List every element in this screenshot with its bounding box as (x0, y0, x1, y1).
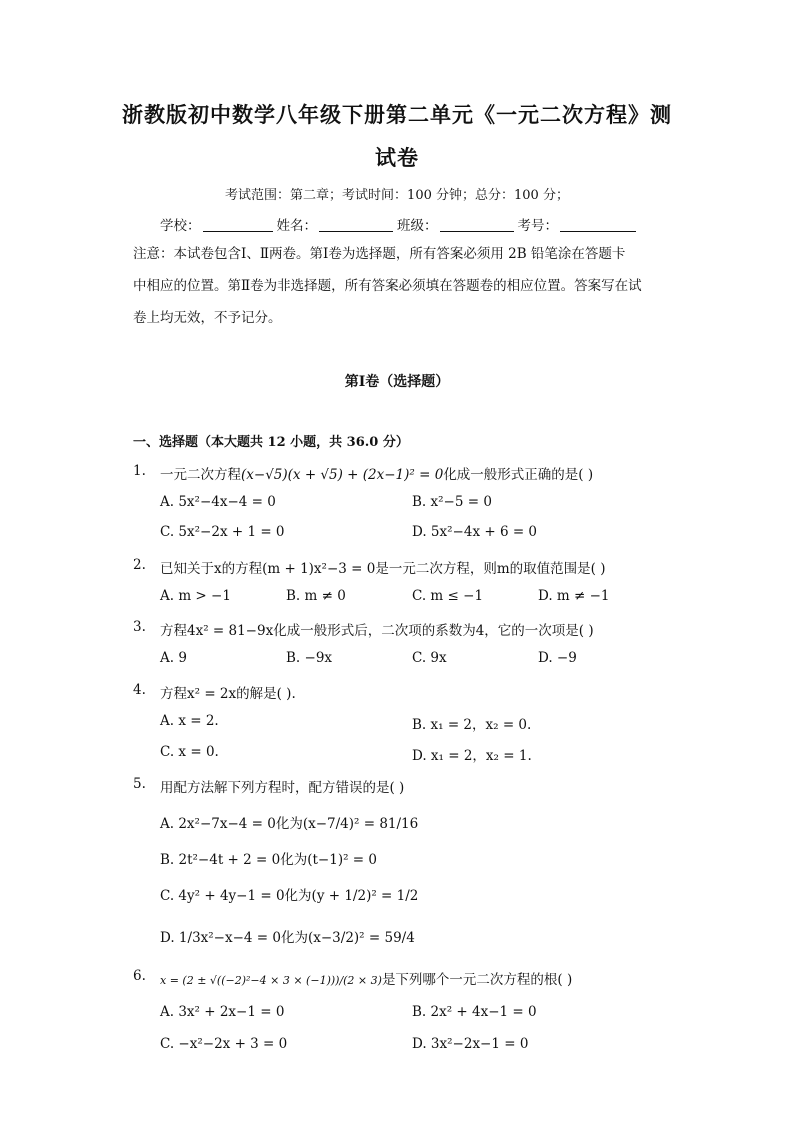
exam-title-line2: 试卷 (375, 145, 419, 170)
notice-line: 卷上均无效，不予记分。 (133, 310, 282, 326)
option-d[interactable]: D. 1/3x²−x−4 = 0化为(x−3/2)² = 59/4 (160, 930, 415, 946)
name-label: 姓名： (276, 218, 317, 234)
part-heading: 一、选择题（本大题共 12 小题，共 36.0 分） (133, 435, 409, 450)
question-number: 2. (133, 557, 146, 573)
number-blank[interactable] (560, 218, 636, 232)
question-number: 6. (133, 968, 146, 984)
stem-expression: (x−√5)(x + √5) + (2x−1)² = 0 (241, 467, 444, 483)
option-b[interactable]: B. 2t²−4t + 2 = 0化为(t−1)² = 0 (160, 852, 377, 868)
question-stem: 已知关于x的方程(m + 1)x²−3 = 0是一元二次方程，则m的取值范围是( ) (160, 561, 606, 577)
option-b[interactable]: B. 2x² + 4x−1 = 0 (412, 1004, 537, 1020)
stem-expression: x = (2 ± √((−2)²−4 × 3 × (−1)))/(2 × 3) (160, 974, 382, 987)
option-a[interactable]: A. 5x²−4x−4 = 0 (160, 494, 276, 510)
exam-info: 考试范围：第二章；考试时间：100 分钟；总分：100 分； (225, 188, 569, 203)
question-stem (160, 463, 640, 483)
option-d[interactable]: D. m ≠ −1 (538, 588, 610, 604)
student-fields (160, 214, 640, 234)
section-title: 第Ⅰ卷（选择题） (344, 374, 450, 390)
option-d[interactable]: D. x₁ = 2，x₂ = 1. (412, 748, 532, 764)
school-label: 学校： (160, 218, 201, 234)
option-a[interactable]: A. 3x² + 2x−1 = 0 (160, 1004, 285, 1020)
notice (133, 238, 663, 334)
option-c[interactable]: C. 9x (412, 650, 447, 666)
question-stem: 用配方法解下列方程时，配方错误的是( ) (160, 780, 405, 796)
exam-title-line1: 浙教版初中数学八年级下册第二单元《一元二次方程》测 (122, 102, 672, 127)
stem-text: 一元二次方程 (160, 467, 241, 483)
school-blank[interactable] (203, 218, 273, 232)
option-d[interactable]: D. −9 (538, 650, 577, 666)
name-blank[interactable] (319, 218, 393, 232)
option-b[interactable]: B. −9x (286, 650, 333, 666)
option-d[interactable]: D. 5x²−4x + 6 = 0 (412, 524, 538, 540)
option-b[interactable]: B. m ≠ 0 (286, 588, 346, 604)
option-d[interactable]: D. 3x²−2x−1 = 0 (412, 1036, 529, 1052)
question-number: 1. (133, 463, 146, 479)
option-a[interactable]: A. 9 (160, 650, 187, 666)
question-stem: 方程4x² = 81−9x化成一般形式后，二次项的系数为4，它的一次项是( ) (160, 623, 594, 639)
class-label: 班级： (397, 218, 438, 234)
option-c[interactable]: C. 4y² + 4y−1 = 0化为(y + 1/2)² = 1/2 (160, 888, 419, 904)
option-a[interactable]: A. x = 2. (160, 713, 219, 729)
notice-line: 中相应的位置。第Ⅱ卷为非选择题，所有答案必须填在答题卷的相应位置。答案写在试 (133, 278, 642, 294)
option-a[interactable]: A. m > −1 (160, 588, 231, 604)
option-c[interactable]: C. x = 0. (160, 744, 219, 760)
class-blank[interactable] (440, 218, 514, 232)
question-stem: 方程x² = 2x的解是( ). (160, 686, 296, 702)
question-number: 3. (133, 619, 146, 635)
question-stem (160, 968, 572, 988)
question-number: 4. (133, 682, 146, 698)
stem-text: 是下列哪个一元二次方程的根( ) (381, 972, 573, 988)
notice-line: 注意：本试卷包含Ⅰ、Ⅱ两卷。第Ⅰ卷为选择题，所有答案必须用 2B 铅笔涂在答题卡 (133, 246, 626, 262)
option-c[interactable]: C. −x²−2x + 3 = 0 (160, 1036, 288, 1052)
option-b[interactable]: B. x²−5 = 0 (412, 494, 492, 510)
stem-text: 化成一般形式正确的是( ) (443, 467, 594, 483)
number-label: 考号： (517, 218, 558, 234)
option-b[interactable]: B. x₁ = 2，x₂ = 0. (412, 717, 532, 733)
option-c[interactable]: C. m ≤ −1 (412, 588, 484, 604)
option-c[interactable]: C. 5x²−2x + 1 = 0 (160, 524, 285, 540)
question-number: 5. (133, 776, 146, 792)
option-a[interactable]: A. 2x²−7x−4 = 0化为(x−7/4)² = 81/16 (160, 816, 419, 832)
